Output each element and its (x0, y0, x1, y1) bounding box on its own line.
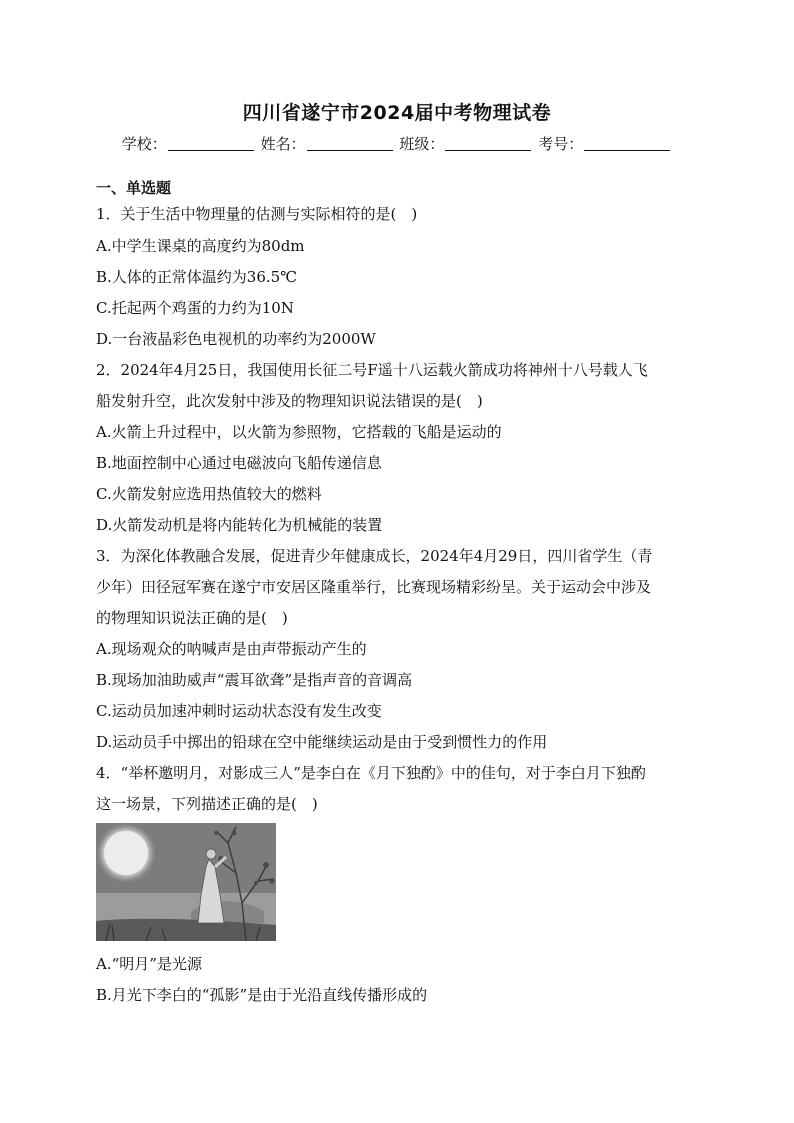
question-2-stem-line-1: 2．2024年4月25日，我国使用长征二号F遥十八运载火箭成功将神州十八号载人飞 (96, 361, 648, 379)
question-3-option-a: A.现场观众的呐喊声是由声带振动产生的 (96, 640, 367, 658)
class-blank[interactable] (445, 136, 531, 151)
question-2-option-c: C.火箭发射应选用热值较大的燃料 (96, 485, 322, 503)
question-4-stem-line-1: 4．“举杯邀明月，对影成三人”是李白在《月下独酌》中的佳句，对于李白月下独酌 (96, 764, 646, 782)
section-title: 一、单选题 (96, 179, 172, 197)
question-3-option-c: C.运动员加速冲刺时运动状态没有发生改变 (96, 702, 382, 720)
name-label: 姓名： (260, 135, 306, 153)
moonlit-poet-photo (96, 823, 276, 941)
name-blank[interactable] (307, 136, 393, 151)
moonlit-poet-illustration (96, 823, 276, 941)
class-label: 班级： (399, 135, 445, 153)
question-4-option-b: B.月光下李白的“孤影”是由于光沿直线传播形成的 (96, 986, 428, 1004)
question-4-stem-line-2: 这一场景，下列描述正确的是( ) (96, 795, 318, 813)
exam-number-label: 考号： (538, 135, 584, 153)
question-3-stem-line-3: 的物理知识说法正确的是( ) (96, 609, 288, 627)
question-3-stem-line-2: 少年）田径冠军赛在遂宁市安居区隆重举行，比赛现场精彩纷呈。关于运动会中涉及 (96, 578, 652, 596)
question-2-option-a: A.火箭上升过程中，以火箭为参照物，它搭载的飞船是运动的 (96, 423, 502, 441)
exam-title: 四川省遂宁市2024届中考物理试卷 (242, 102, 552, 124)
question-1-option-a: A.中学生课桌的高度约为80dm (96, 237, 305, 255)
student-info-row (0, 133, 794, 154)
question-4-option-a: A.“明月”是光源 (96, 955, 202, 973)
school-label: 学校： (121, 135, 167, 153)
exam-number-blank[interactable] (584, 136, 670, 151)
question-3-option-d: D.运动员手中掷出的铅球在空中能继续运动是由于受到惯性力的作用 (96, 733, 548, 751)
question-1-stem: 1．关于生活中物理量的估测与实际相符的是( ) (96, 205, 418, 223)
question-3-option-b: B.现场加油助威声“震耳欲聋”是指声音的音调高 (96, 671, 413, 689)
question-3-stem-line-1: 3．为深化体教融合发展，促进青少年健康成长，2024年4月29日，四川省学生（青 (96, 547, 653, 565)
question-1-option-b: B.人体的正常体温约为36.5℃ (96, 268, 297, 286)
question-2-option-b: B.地面控制中心通过电磁波向飞船传递信息 (96, 454, 382, 472)
question-2-stem-line-2: 船发射升空，此次发射中涉及的物理知识说法错误的是( ) (96, 392, 483, 410)
school-blank[interactable] (168, 136, 254, 151)
question-1-option-c: C.托起两个鸡蛋的力约为10N (96, 299, 294, 317)
question-2-option-d: D.火箭发动机是将内能转化为机械能的装置 (96, 516, 383, 534)
question-1-option-d: D.一台液晶彩色电视机的功率约为2000W (96, 330, 376, 348)
